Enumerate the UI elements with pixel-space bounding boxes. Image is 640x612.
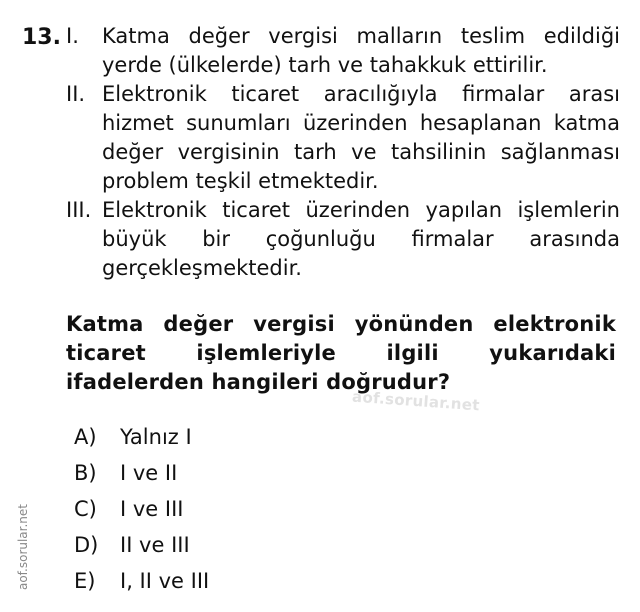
option-c-text: I ve III xyxy=(120,497,184,521)
option-e[interactable] xyxy=(74,563,209,599)
option-e-letter: E) xyxy=(74,569,96,593)
statement-1-text: Katma değer vergisi malların teslim edildiği yerde (ülkelerde) tarh ve tahakkuk ettirilir. xyxy=(102,24,620,77)
watermark-center: aof.sorular.net xyxy=(351,387,481,415)
option-d-letter: D) xyxy=(74,533,99,557)
option-b-letter: B) xyxy=(74,461,97,485)
option-b[interactable] xyxy=(74,455,209,491)
statement-3-text: Elektronik ticaret üzerinden yapılan işlemlerin büyük bir çoğunluğu firmalar arasında gerçekleşmektedir. xyxy=(102,198,620,280)
option-a-text: Yalnız I xyxy=(120,425,192,449)
option-a-letter: A) xyxy=(74,425,97,449)
option-d[interactable] xyxy=(74,527,209,563)
option-a[interactable] xyxy=(74,419,209,455)
statement-3-numeral: III. xyxy=(66,198,92,222)
question-number: 13. xyxy=(22,25,61,50)
option-e-text: I, II ve III xyxy=(120,569,210,593)
question-prompt: Katma değer vergisi yönünden elektronik ticaret işlemleriyle ilgili yukarıdaki ifadelerden hangileri doğrudur? xyxy=(66,312,616,394)
option-c[interactable] xyxy=(74,491,209,527)
statement-2-text: Elektronik ticaret aracılığıyla firmalar arası hizmet sunumları üzerinden hesaplanan katma değer vergisinin tarh ve tahsilinin sağlanması problem teşkil etmektedir. xyxy=(102,82,620,193)
statement-2-numeral: II. xyxy=(66,82,86,106)
statement-3 xyxy=(66,196,620,283)
statement-2 xyxy=(66,80,620,196)
statement-1-numeral: I. xyxy=(66,24,79,48)
option-b-text: I ve II xyxy=(120,461,178,485)
statement-1 xyxy=(66,22,620,80)
watermark-side: aof.sorular.net xyxy=(16,503,30,591)
option-d-text: II ve III xyxy=(120,533,190,557)
answer-options xyxy=(74,419,209,599)
option-c-letter: C) xyxy=(74,497,97,521)
